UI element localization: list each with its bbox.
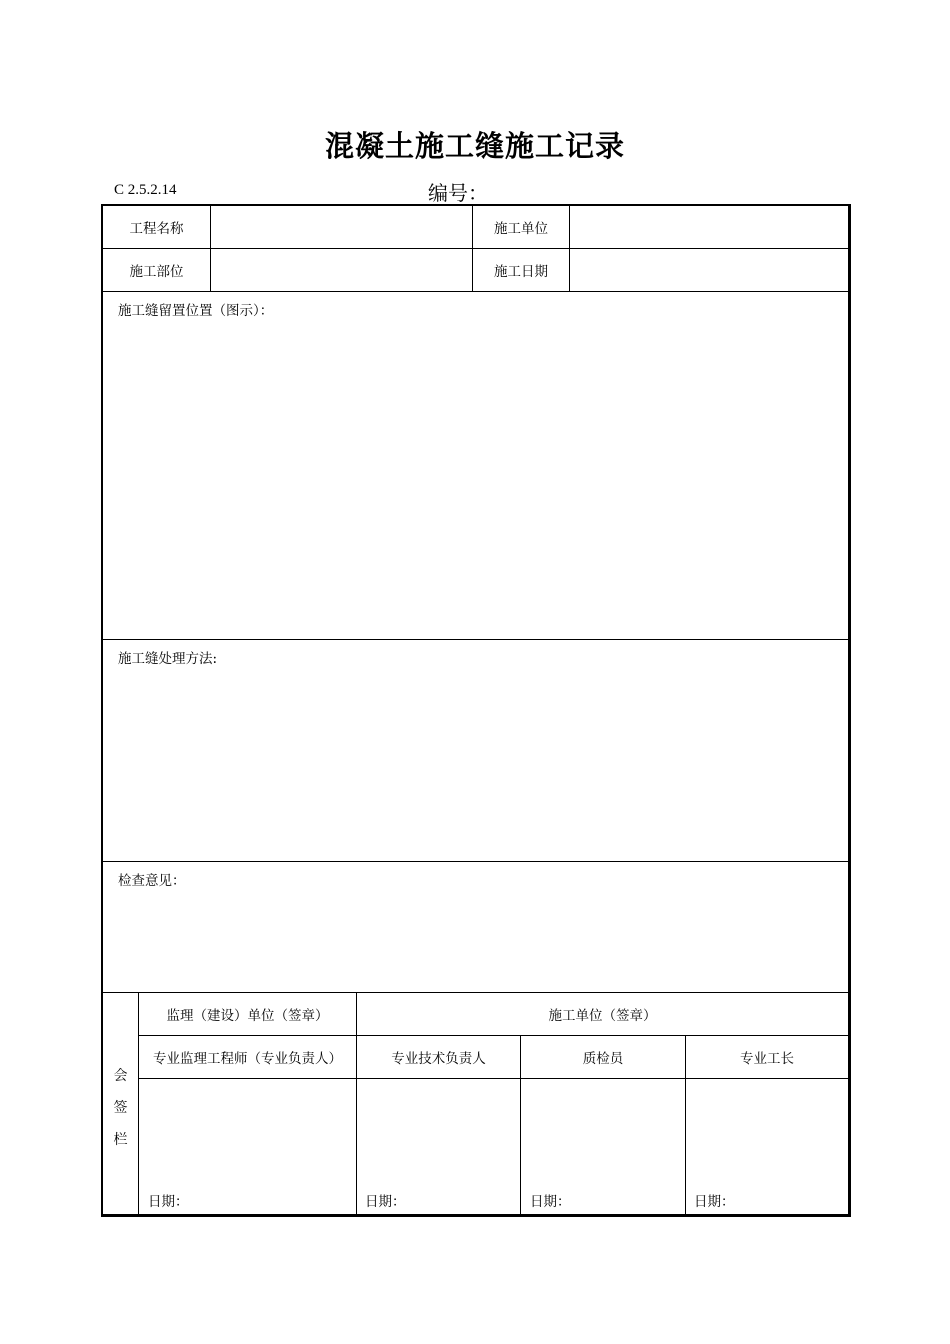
date-label: 日期：: [365, 1194, 406, 1210]
inspection-opinion-label: 检查意见：: [118, 873, 186, 889]
construction-part-value[interactable]: [211, 249, 472, 291]
role-quality-inspector: 质检员: [582, 1051, 624, 1067]
construction-unit-label: 施工单位: [494, 221, 548, 237]
date-label: 日期：: [148, 1194, 189, 1210]
construction-unit-header: 施工单位（签章）: [548, 1008, 657, 1024]
signoff-side-label: [103, 1065, 138, 1149]
page-title: 混凝土施工缝施工记录: [324, 129, 625, 163]
inspection-opinion-area[interactable]: [103, 862, 848, 992]
role-technical-lead: 专业技术负责人: [391, 1051, 486, 1067]
date-label: 日期：: [694, 1194, 735, 1210]
construction-part-label: 施工部位: [129, 264, 184, 280]
joint-position-area[interactable]: [103, 292, 848, 639]
joint-treatment-label: 施工缝处理方法:: [118, 651, 218, 667]
supervision-unit-header: 监理（建设）单位（签章）: [166, 1008, 329, 1024]
construction-date-label: 施工日期: [494, 264, 548, 280]
signoff-char: 栏: [113, 1132, 128, 1148]
construction-date-value[interactable]: [570, 249, 848, 291]
project-name-value[interactable]: [211, 206, 472, 248]
joint-position-label: 施工缝留置位置（图示）：: [118, 303, 274, 319]
doc-code: C 2.5.2.14: [114, 182, 177, 198]
joint-treatment-area[interactable]: [103, 640, 848, 861]
date-label: 日期：: [530, 1194, 571, 1210]
record-form: [101, 204, 851, 1217]
serial-number-label: 编号：: [428, 181, 488, 205]
signoff-char: 会: [113, 1068, 128, 1084]
role-supervising-engineer: 专业监理工程师（专业负责人）: [153, 1051, 342, 1067]
role-foreman: 专业工长: [740, 1051, 794, 1067]
signoff-char: 签: [113, 1100, 128, 1116]
project-name-label: 工程名称: [129, 221, 184, 237]
construction-unit-value[interactable]: [570, 206, 848, 248]
